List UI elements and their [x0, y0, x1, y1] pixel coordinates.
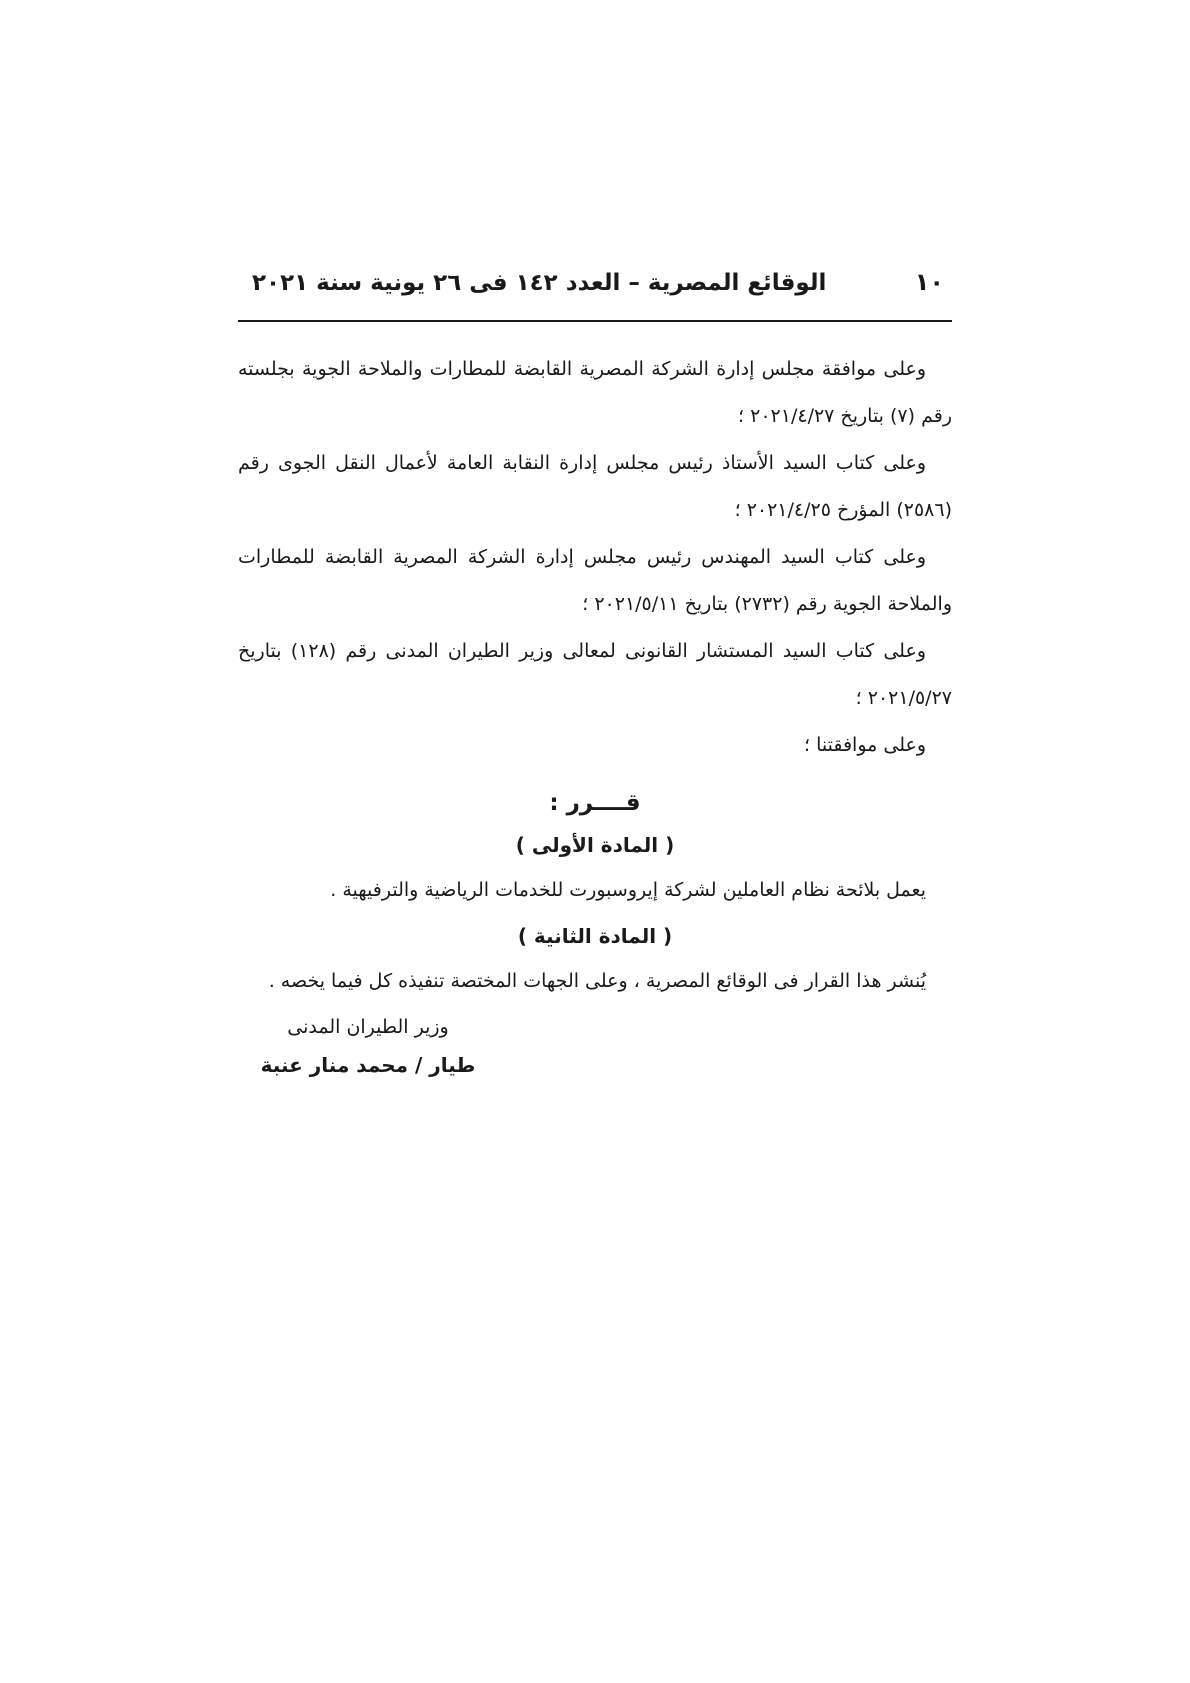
header-rule — [238, 320, 952, 322]
signature-block — [238, 1009, 498, 1085]
decree-body — [238, 346, 952, 1085]
decision-heading: قــــرر : — [549, 790, 641, 816]
article-2-text: يُنشر هذا القرار فى الوقائع المصرية ، وعلى الجهات المختصة تنفيذه كل فيما يخصه . — [268, 970, 926, 992]
article-2-title: ( المادة الثانية ) — [517, 924, 673, 948]
gazette-page — [238, 268, 952, 1085]
gazette-header-title: الوقائع المصرية – العدد ١٤٢ فى ٢٦ يونية سنة ٢٠٢١ — [252, 270, 827, 296]
recital-4: وعلى كتاب السيد المستشار القانونى لمعالى وزير الطيران المدنى رقم (١٢٨) بتاريخ ٢٠٢١/٥/٢٧ ؛ — [238, 640, 952, 709]
recital-3: وعلى كتاب السيد المهندس رئيس مجلس إدارة الشركة المصرية القابضة للمطارات والملاحة الجوية رقم (٢٧٣٢) بتاريخ ٢٠٢١/٥/١١ ؛ — [238, 546, 952, 615]
article-1-text: يعمل بلائحة نظام العاملين لشركة إيروسبورت للخدمات الرياضية والترفيهية . — [330, 879, 926, 901]
article-1-title: ( المادة الأولى ) — [515, 833, 675, 857]
signatory-title: وزير الطيران المدنى — [287, 1016, 449, 1038]
recital-1: وعلى موافقة مجلس إدارة الشركة المصرية القابضة للمطارات والملاحة الجوية بجلسته رقم (٧) بتاريخ ٢٠٢١/٤/٢٧ ؛ — [238, 358, 952, 427]
recital-5: وعلى موافقتنا ؛ — [804, 734, 926, 756]
page-header — [238, 268, 952, 312]
page-number: ١٠ — [914, 268, 944, 296]
recital-2: وعلى كتاب السيد الأستاذ رئيس مجلس إدارة النقابة العامة لأعمال النقل الجوى رقم (٢٥٨٦) المؤرخ ٢٠٢١/٤/٢٥ ؛ — [238, 452, 952, 521]
signatory-name: طيار / محمد منار عنبة — [260, 1053, 476, 1077]
